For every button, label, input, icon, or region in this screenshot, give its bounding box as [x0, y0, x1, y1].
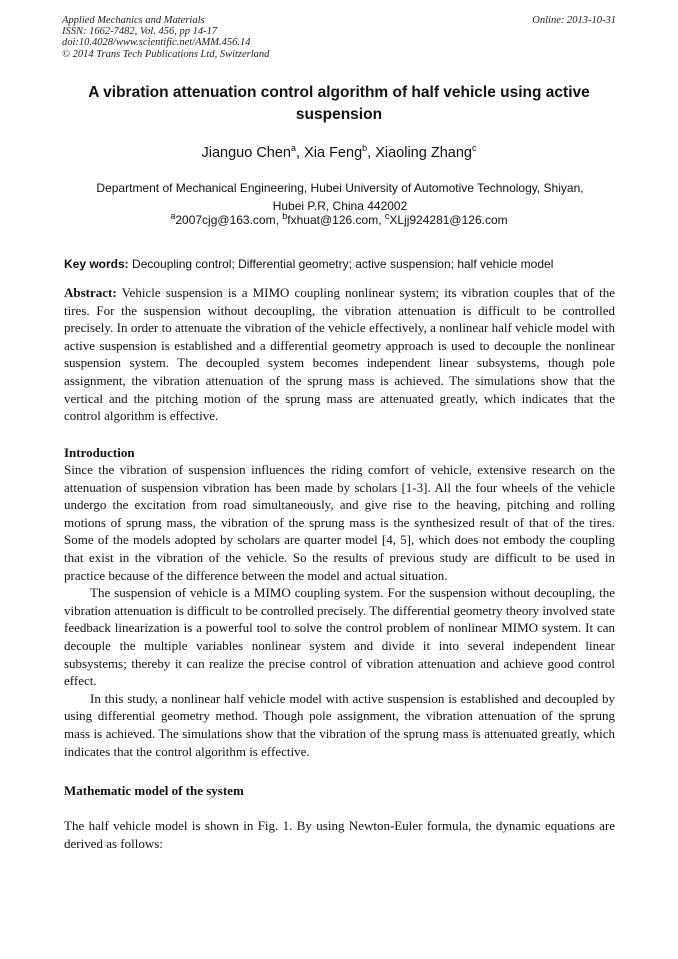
author-mark: c: [471, 143, 477, 154]
model-section-text: The half vehicle model is shown in Fig. 1. By using Newton-Euler formula, the dynamic equations are derived as follows:: [64, 818, 615, 851]
author-name: Jianguo Chen: [201, 145, 292, 161]
keywords-label: Key words:: [64, 257, 129, 271]
paper-title: A vibration attenuation control algorithm of half vehicle using active suspension: [88, 84, 590, 123]
affiliation-line-2: Hubei P.R, China 442002: [272, 199, 408, 213]
author-name: Xiaoling Zhang: [375, 145, 472, 161]
model-section-body: [64, 817, 615, 852]
email-list: $^a$2007cjg@163.com, $^b$fxhuat@126.com, $^c$XLjj924281@126.com: [170, 211, 508, 227]
intro-paragraph-2: The suspension of vehicle is a MIMO coupling system. For the suspension without decoupling, the vibration attenuation is difficult to be controlled precisely. The differential geometry theory involved state feedback linearization is a powerful tool to solve the control problem of nonlinear MIMO system. It can decouple the multiple variables nonlinear system and divide it into several independent linear subsystems; thereby it can realize the precise control of vibration attenuation and achieve good control effect.: [64, 585, 615, 689]
keywords-text: Decoupling control; Differential geometry; active suspension; half vehicle model: [132, 257, 554, 271]
author-list: Jianguo Chen$^a$, Xia Feng$^b$, Xiaoling Zhang$^c$: [201, 143, 477, 161]
journal-header: [62, 15, 616, 60]
abstract: [64, 284, 615, 425]
model-section-heading: Mathematic model of the system: [64, 783, 244, 798]
keywords: [64, 256, 616, 273]
email-address[interactable]: XLjj924281@126.com: [389, 213, 508, 227]
doi-line: doi:10.4028/www.scientific.net/AMM.456.14: [62, 37, 251, 49]
introduction-heading: Introduction: [64, 445, 135, 460]
online-date: Online: 2013-10-31: [532, 15, 616, 26]
intro-paragraph-3: In this study, a nonlinear half vehicle model with active suspension is established and decoupled by using differential geometry method. Though pole assignment, the vibration attenuation of the sprung mass is achieved. The simulations show that the vibration of the sprung mass is attenuated greatly, which indicates that the control algorithm is effective.: [64, 690, 615, 759]
email-mark: b: [282, 211, 288, 221]
abstract-label: Abstract:: [64, 285, 117, 300]
issn-line: ISSN: 1662-7482, Vol. 456, pp 14-17: [62, 26, 218, 38]
abstract-text: Vehicle suspension is a MIMO coupling nonlinear system; its vibration couples that of the tires. For the suspension without decoupling, the vibration attenuation is difficult to be controlled precisely. In order to attenuate the vibration of the vehicle effectively, a nonlinear half vehicle model with active suspension is established and a differential geometry approach is used to decouple the nonlinear suspension system. The decoupled system becomes independent linear subsystems, though pole assignment, the vibration attenuation of the sprung mass is achieved. The simulations show that the vertical and the pitching motion of the sprung mass are attenuated greatly, which indicates that the control algorithm is effective.: [64, 285, 615, 424]
introduction-body: [64, 461, 615, 760]
intro-paragraph-1: Since the vibration of suspension influences the riding comfort of vehicle, extensive research on the attenuation of suspension vibration has been made by scholars [1-3]. All the four wheels of the vehicle undergo the excitation from road simultaneously, and give rise to the heaving, pitching and rolling motions of sprung mass, the vibration of the sprung mass is the synthesized result of that of the tires. Some of the models adopted by scholars are quarter model [4, 5], which does not embody the coupling that exist in the vibration of the vehicle. So the results of previous study are difficult to be used in practice because of the difference between the model and actual situation.: [64, 462, 615, 583]
copyright-line: © 2014 Trans Tech Publications Ltd, Switzerland: [62, 48, 270, 60]
journal-name: Applied Mechanics and Materials: [62, 15, 205, 26]
affiliation-line-1: Department of Mechanical Engineering, Hubei University of Automotive Technology, Shiyan,: [96, 181, 584, 195]
author-mark: a: [291, 143, 297, 154]
author-mark: b: [362, 143, 368, 154]
email-address[interactable]: 2007cjg@163.com: [175, 213, 276, 227]
email-mark: a: [170, 211, 176, 221]
email-mark: c: [384, 211, 390, 221]
author-name: Xia Feng: [304, 145, 363, 161]
affiliation: [80, 179, 600, 215]
email-address[interactable]: fxhuat@126.com: [287, 213, 379, 227]
